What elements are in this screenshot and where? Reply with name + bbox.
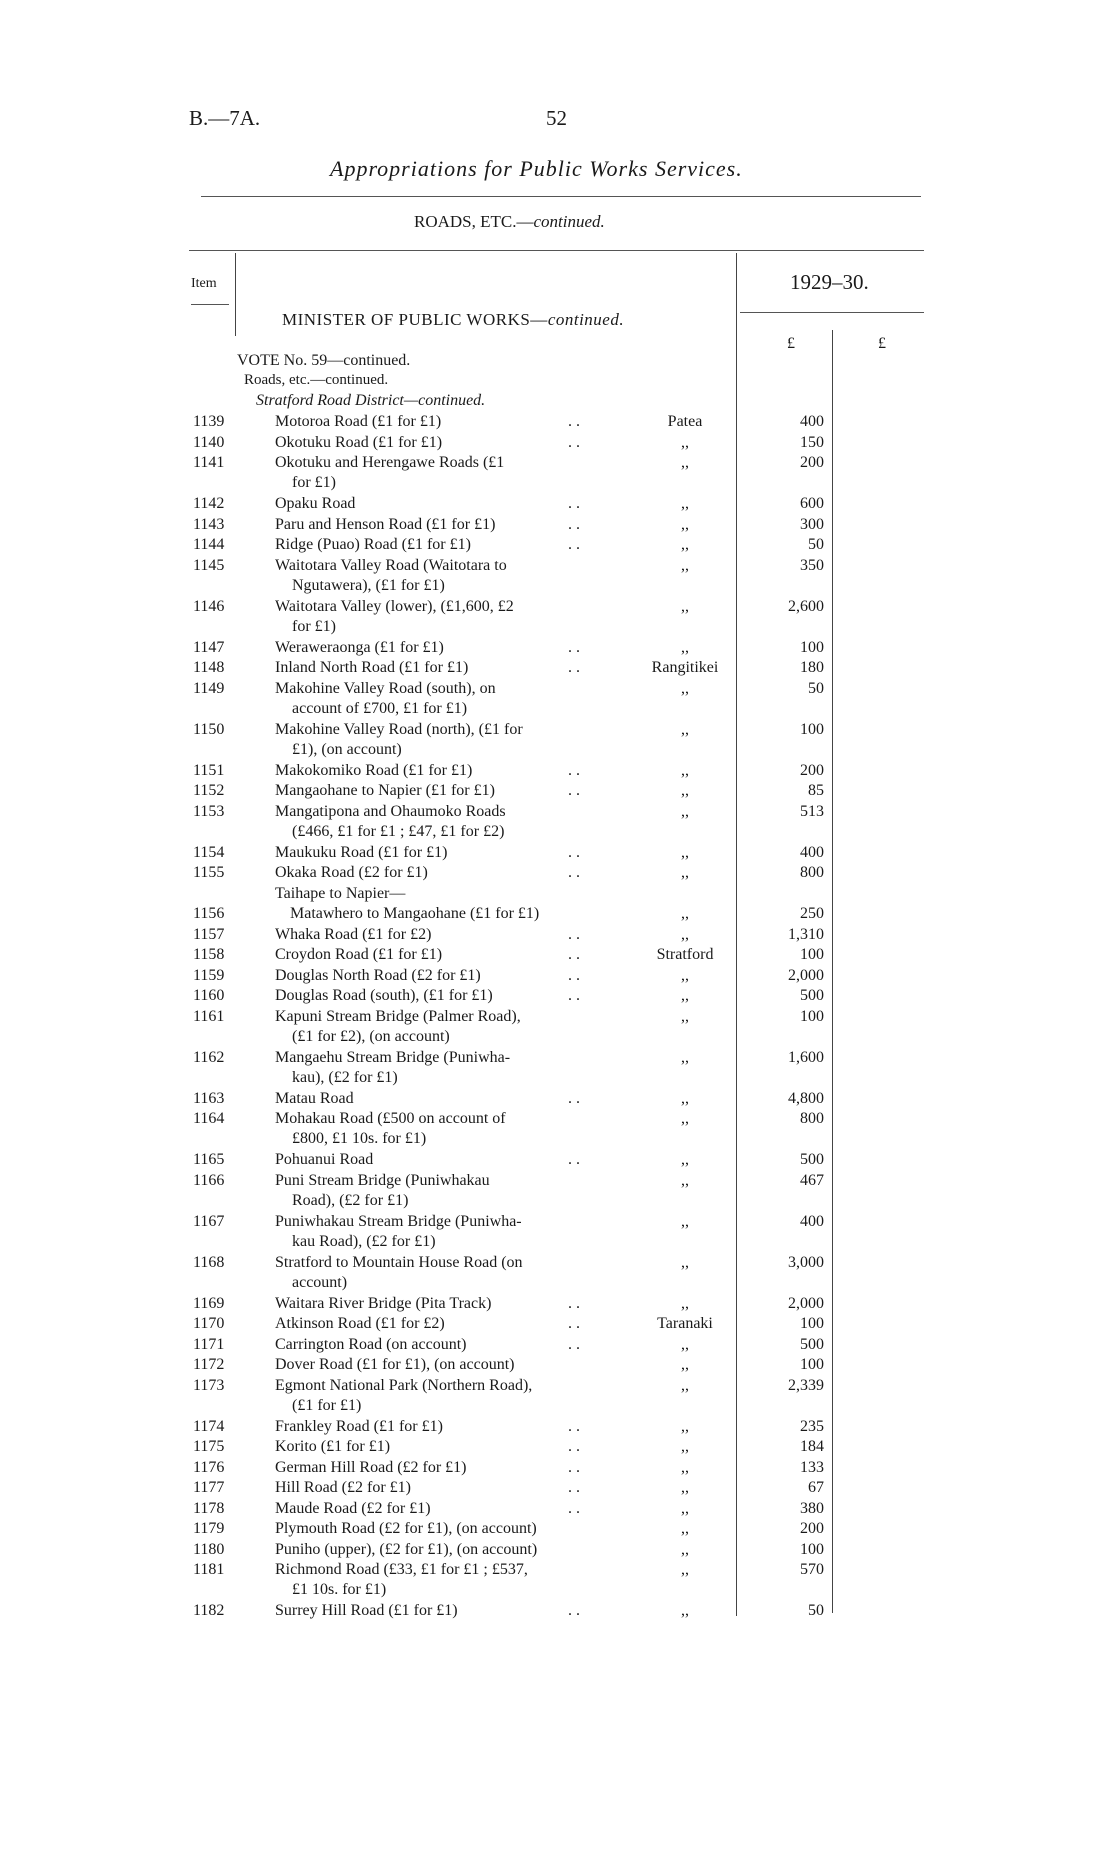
description-line: Waitotara Valley (lower), (£1,600, £2: [275, 597, 514, 615]
district-name: ,,: [681, 1479, 689, 1496]
leader-dots: ..: [568, 966, 584, 984]
item-description: [275, 884, 595, 904]
amount-value: 400: [800, 413, 824, 430]
description-continuation: £1 10s. for £1): [292, 1581, 387, 1598]
description-line: Plymouth Road (£2 for £1), (on account): [275, 1520, 537, 1537]
item-number: 1170: [193, 1315, 225, 1332]
district-name: ,,: [681, 1110, 689, 1127]
item-description: [275, 1150, 595, 1170]
item-description: [275, 1560, 595, 1600]
item-description: [275, 597, 595, 637]
item-column-rule: [235, 253, 236, 336]
subtitle-main: ROADS, ETC.—: [414, 212, 534, 231]
item-number: 1163: [193, 1089, 225, 1107]
district-name: ,,: [681, 761, 689, 779]
description-line: Weraweraonga (£1 for £1): [275, 638, 444, 656]
district-name: ,,: [681, 536, 689, 553]
description-continuation: Ngutawera), (£1 for £1): [292, 576, 445, 594]
description-line: Makohine Valley Road (north), (£1 for: [275, 720, 523, 738]
table-top-rule: [189, 250, 924, 251]
description-continuation: account of £700, £1 for £1): [292, 699, 468, 717]
amount-value: 2,000: [788, 966, 824, 984]
item-description: [275, 1253, 595, 1293]
description-line: Hill Road (£2 for £1): [275, 1479, 411, 1496]
district-name: ,,: [681, 1417, 689, 1435]
item-description: [275, 1519, 595, 1539]
item-number: 1145: [193, 556, 225, 574]
page-title: Appropriations for Public Works Services.: [330, 156, 743, 181]
item-number: 1176: [193, 1458, 225, 1476]
amount-value: 500: [800, 1335, 824, 1353]
item-description: [275, 1437, 595, 1457]
item-number: 1162: [193, 1048, 225, 1066]
item-description: [275, 1048, 595, 1088]
item-description: [290, 904, 610, 924]
amount-value: 100: [800, 1007, 824, 1025]
amount-value: 200: [800, 761, 824, 779]
leader-dots: ..: [568, 1602, 584, 1619]
amount-value: 1,310: [788, 925, 824, 943]
district-name: ,,: [681, 597, 689, 615]
district-name: ,,: [681, 638, 689, 656]
item-description: [275, 986, 595, 1006]
description-line: Maukuku Road (£1 for £1): [275, 843, 448, 861]
leader-dots: ..: [568, 1479, 584, 1496]
district-name: ,,: [681, 1048, 689, 1066]
description-continuation: (£1 for £2), (on account): [292, 1027, 450, 1045]
amount-value: 150: [800, 433, 824, 451]
item-description: [275, 556, 595, 596]
description-line: Surrey Hill Road (£1 for £1): [275, 1602, 458, 1619]
description-line: Croydon Road (£1 for £1): [275, 946, 443, 963]
item-description: [275, 433, 595, 453]
item-description: [275, 658, 595, 678]
leader-dots: ..: [568, 946, 584, 963]
leader-dots: ..: [568, 1294, 584, 1312]
description-line: Waitotara Valley Road (Waitotara to: [275, 556, 507, 574]
amount-value: 67: [808, 1479, 824, 1496]
description-line: Egmont National Park (Northern Road),: [275, 1376, 533, 1394]
description-line: Kapuni Stream Bridge (Palmer Road),: [275, 1007, 521, 1025]
item-number: 1173: [193, 1376, 225, 1394]
item-number: 1165: [193, 1151, 225, 1168]
item-number: 1171: [193, 1335, 225, 1353]
item-number: 1140: [193, 433, 225, 451]
item-number: 1150: [193, 720, 225, 738]
leader-dots: ..: [568, 782, 584, 799]
amount-value: 513: [800, 802, 824, 820]
leader-dots: ..: [568, 925, 584, 943]
item-number: 1139: [193, 413, 225, 430]
amount-value: 235: [800, 1417, 824, 1435]
item-number: 1159: [193, 966, 225, 984]
description-continuation: kau), (£2 for £1): [292, 1068, 398, 1086]
amount-value: 570: [800, 1561, 824, 1578]
district-name: ,,: [681, 1253, 689, 1271]
item-column-header: Item: [191, 276, 217, 291]
district-name: ,,: [681, 905, 689, 922]
item-number: 1168: [193, 1253, 225, 1271]
district-heading: Stratford Road District—continued.: [256, 392, 486, 409]
description-line: Ridge (Puao) Road (£1 for £1): [275, 536, 471, 553]
description-continuation: (£466, £1 for £1 ; £47, £1 for £2): [292, 822, 505, 840]
district-name: ,,: [681, 802, 689, 820]
district-name: ,,: [681, 679, 689, 697]
amount-value: 100: [800, 1356, 824, 1373]
district-name: Rangitikei: [651, 659, 719, 676]
item-number: 1167: [193, 1212, 225, 1230]
item-description: [275, 761, 595, 781]
item-description: [275, 515, 595, 535]
item-description: [275, 1089, 595, 1109]
item-description: [275, 1478, 595, 1498]
item-description: [275, 863, 595, 883]
roads-heading: Roads, etc.—continued.: [244, 372, 389, 388]
district-name: Taranaki: [657, 1315, 713, 1332]
amount-value: 100: [800, 1540, 824, 1558]
leader-dots: ..: [568, 1438, 584, 1455]
item-number: 1141: [193, 454, 225, 471]
description-line: Douglas Road (south), (£1 for £1): [275, 987, 493, 1004]
item-description: [275, 494, 595, 514]
amount-value: 2,000: [788, 1294, 824, 1312]
item-description: [275, 1417, 595, 1437]
item-description: [275, 966, 595, 986]
item-number: 1178: [193, 1499, 225, 1517]
description-line: Okaka Road (£2 for £1): [275, 864, 428, 881]
description-line: Stratford to Mountain House Road (on: [275, 1253, 523, 1271]
item-description: [275, 1601, 595, 1621]
description-line: Pohuanui Road: [275, 1151, 374, 1168]
section-subtitle: [414, 212, 605, 232]
description-continuation: for £1): [292, 474, 336, 491]
amount-value: 100: [800, 720, 824, 738]
description-line: Carrington Road (on account): [275, 1335, 467, 1353]
item-number: 1149: [193, 679, 225, 697]
item-number: 1169: [193, 1294, 225, 1312]
amount-value: 467: [800, 1171, 824, 1189]
item-number: 1146: [193, 597, 225, 615]
leader-dots: ..: [568, 1335, 584, 1353]
description-line: Matawhero to Mangaohane (£1 for £1): [290, 905, 540, 922]
description-continuation: kau Road), (£2 for £1): [292, 1232, 436, 1250]
item-number: 1147: [193, 638, 225, 656]
item-description: [275, 535, 595, 555]
amount-value: 85: [808, 782, 824, 799]
item-number: 1175: [193, 1438, 225, 1455]
description-line: German Hill Road (£2 for £1): [275, 1458, 467, 1476]
item-description: [275, 1355, 595, 1375]
district-name: ,,: [681, 1499, 689, 1517]
item-number: 1180: [193, 1540, 225, 1558]
district-name: ,,: [681, 987, 689, 1004]
description-continuation: (£1 for £1): [292, 1396, 362, 1414]
description-line: Inland North Road (£1 for £1): [275, 659, 469, 676]
leader-dots: ..: [568, 864, 584, 881]
leader-dots: ..: [568, 536, 584, 553]
amount-value: 100: [800, 1315, 824, 1332]
description-line: Puniwhakau Stream Bridge (Puniwha-: [275, 1212, 522, 1230]
district-name: ,,: [681, 1294, 689, 1312]
amount-value: 350: [800, 556, 824, 574]
item-number: 1151: [193, 761, 225, 779]
title-rule: [201, 196, 921, 197]
item-description: [275, 1109, 595, 1149]
item-number: 1182: [193, 1602, 225, 1619]
description-line: Dover Road (£1 for £1), (on account): [275, 1356, 515, 1373]
district-name: Stratford: [656, 946, 714, 963]
description-line: Makohine Valley Road (south), on: [275, 679, 496, 697]
district-name: ,,: [681, 1602, 689, 1619]
item-number: 1172: [193, 1356, 225, 1373]
description-line: Whaka Road (£1 for £2): [275, 925, 432, 943]
item-description: [275, 1294, 595, 1314]
item-description: [275, 1314, 595, 1334]
item-description: [275, 1171, 595, 1211]
description-line: Okotuku Road (£1 for £1): [275, 433, 443, 451]
leader-dots: ..: [568, 1315, 584, 1332]
amount-value: 380: [800, 1499, 824, 1517]
description-line: Okotuku and Herengawe Roads (£1: [275, 454, 505, 471]
leader-dots: ..: [568, 1417, 584, 1435]
item-number: 1166: [193, 1171, 225, 1189]
description-line: Puni Stream Bridge (Puniwhakau: [275, 1171, 490, 1189]
amount-value: 300: [800, 515, 824, 533]
vote-heading: VOTE No. 59—continued.: [237, 352, 411, 369]
amount-value: 800: [800, 864, 824, 881]
district-name: ,,: [681, 925, 689, 943]
item-description: [275, 843, 595, 863]
amount-value: 2,600: [788, 597, 824, 615]
description-continuation: Road), (£2 for £1): [292, 1191, 409, 1209]
leader-dots: ..: [568, 638, 584, 656]
amount-value: 50: [808, 536, 824, 553]
leader-dots: ..: [568, 515, 584, 533]
item-description: [275, 1376, 595, 1416]
amount-value: 600: [800, 495, 824, 512]
amount-value: 250: [800, 905, 824, 922]
description-line: Opaku Road: [275, 495, 356, 512]
leader-dots: ..: [568, 1089, 584, 1107]
leader-dots: ..: [568, 843, 584, 861]
description-line: Taihape to Napier—: [275, 884, 406, 902]
amount-value: 400: [800, 1212, 824, 1230]
district-name: Patea: [667, 413, 703, 430]
district-name: ,,: [681, 515, 689, 533]
item-description: [275, 638, 595, 658]
district-name: ,,: [681, 433, 689, 451]
item-number: 1161: [193, 1007, 225, 1025]
description-line: Paru and Henson Road (£1 for £1): [275, 515, 496, 533]
district-name: ,,: [681, 864, 689, 881]
description-line: Matau Road: [275, 1089, 354, 1107]
item-number: 1160: [193, 987, 225, 1004]
item-number: 1177: [193, 1479, 225, 1496]
item-number: 1144: [193, 536, 225, 553]
amount-value: 180: [800, 659, 824, 676]
district-name: ,,: [681, 1007, 689, 1025]
description-line: Waitara River Bridge (Pita Track): [275, 1294, 492, 1312]
description-line: Mangaohane to Napier (£1 for £1): [275, 782, 495, 799]
district-name: ,,: [681, 556, 689, 574]
district-name: ,,: [681, 495, 689, 512]
description-line: Makokomiko Road (£1 for £1): [275, 761, 473, 779]
item-description: [275, 945, 595, 965]
item-number: 1164: [193, 1110, 225, 1127]
amount-value: 184: [800, 1438, 824, 1455]
item-number: 1181: [193, 1561, 225, 1578]
district-name: ,,: [681, 1376, 689, 1394]
item-description: [275, 1499, 595, 1519]
leader-dots: ..: [568, 413, 584, 430]
amount-value: 4,800: [788, 1089, 824, 1107]
district-name: ,,: [681, 1561, 689, 1578]
description-line: Puniho (upper), (£2 for £1), (on account): [275, 1540, 538, 1558]
item-header-rule: [191, 304, 229, 305]
item-description: [275, 1007, 595, 1047]
ministry-main: MINISTER OF PUBLIC WORKS—: [282, 310, 548, 329]
district-name: ,,: [681, 1520, 689, 1537]
item-description: [275, 925, 595, 945]
district-name: ,,: [681, 1356, 689, 1373]
item-description: [275, 453, 595, 493]
description-line: Mohakau Road (£500 on account of: [275, 1110, 506, 1127]
amount-value: 50: [808, 1602, 824, 1619]
district-name: ,,: [681, 1438, 689, 1455]
amount-value: 2,339: [788, 1376, 824, 1394]
description-line: Motoroa Road (£1 for £1): [275, 413, 442, 430]
item-number: 1153: [193, 802, 225, 820]
amount-column-rule: [832, 330, 833, 1613]
leader-dots: ..: [568, 761, 584, 779]
ministry-italic: continued.: [547, 310, 625, 329]
subtitle-italic: continued.: [533, 212, 605, 231]
description-continuation: for £1): [292, 617, 336, 635]
district-name: ,,: [681, 1540, 689, 1558]
item-number: 1152: [193, 782, 225, 799]
item-number: 1179: [193, 1520, 225, 1537]
district-name: ,,: [681, 720, 689, 738]
item-number: 1155: [193, 864, 225, 881]
item-description: [275, 720, 595, 760]
description-line: Douglas North Road (£2 for £1): [275, 966, 481, 984]
description-line: Richmond Road (£33, £1 for £1 ; £537,: [275, 1561, 528, 1578]
item-description: [275, 1335, 595, 1355]
amount-value: 200: [800, 454, 824, 471]
document-reference: B.—7A.: [189, 106, 261, 130]
district-name: ,,: [681, 454, 689, 471]
year-column-header: 1929–30.: [790, 270, 869, 294]
item-number: 1143: [193, 515, 225, 533]
description-line: Atkinson Road (£1 for £2): [275, 1315, 445, 1332]
description-line: Maude Road (£2 for £1): [275, 1499, 431, 1517]
amount-value: 400: [800, 843, 824, 861]
page-number: 52: [546, 106, 567, 130]
district-name: ,,: [681, 1089, 689, 1107]
item-description: [275, 802, 595, 842]
ministry-heading: [282, 310, 624, 330]
description-line: Mangaehu Stream Bridge (Puniwha-: [275, 1048, 511, 1066]
item-description: [275, 1458, 595, 1478]
description-continuation: £1), (on account): [292, 740, 402, 758]
amount-value: 500: [800, 987, 824, 1004]
amount-value: 133: [800, 1458, 824, 1476]
item-description: [275, 1540, 595, 1560]
district-name: ,,: [681, 1335, 689, 1353]
item-number: 1174: [193, 1417, 225, 1435]
description-line: Korito (£1 for £1): [275, 1438, 391, 1455]
district-name: ,,: [681, 843, 689, 861]
currency-label-1: £: [787, 335, 795, 352]
leader-dots: ..: [568, 495, 584, 512]
leader-dots: ..: [568, 1499, 584, 1517]
item-number: 1157: [193, 925, 225, 943]
item-description: [275, 1212, 595, 1252]
item-description: [275, 679, 595, 719]
item-number: 1142: [193, 495, 225, 512]
leader-dots: ..: [568, 987, 584, 1004]
year-header-rule: [740, 312, 924, 313]
description-continuation: £800, £1 10s. for £1): [292, 1130, 427, 1147]
item-description: [275, 412, 595, 432]
amount-value: 500: [800, 1151, 824, 1168]
district-name: ,,: [681, 1458, 689, 1476]
amount-value: 50: [808, 679, 824, 697]
district-name: ,,: [681, 1151, 689, 1168]
district-name: ,,: [681, 966, 689, 984]
amount-value: 1,600: [788, 1048, 824, 1066]
district-name: ,,: [681, 1212, 689, 1230]
district-name: ,,: [681, 782, 689, 799]
leader-dots: ..: [568, 1458, 584, 1476]
leader-dots: ..: [568, 433, 584, 451]
amount-value: 100: [800, 946, 824, 963]
item-number: 1158: [193, 946, 225, 963]
district-name: ,,: [681, 1171, 689, 1189]
description-line: Frankley Road (£1 for £1): [275, 1417, 443, 1435]
item-number: 1156: [193, 905, 225, 922]
amount-value: 800: [800, 1110, 824, 1127]
amount-value: 3,000: [788, 1253, 824, 1271]
description-continuation: account): [292, 1273, 348, 1291]
item-number: 1148: [193, 659, 225, 676]
leader-dots: ..: [568, 1151, 584, 1168]
currency-label-2: £: [878, 335, 886, 352]
amount-value: 200: [800, 1520, 824, 1537]
item-description: [275, 781, 595, 801]
amount-value: 100: [800, 638, 824, 656]
item-number: 1154: [193, 843, 225, 861]
description-line: Mangatipona and Ohaumoko Roads: [275, 802, 506, 820]
leader-dots: ..: [568, 659, 584, 676]
